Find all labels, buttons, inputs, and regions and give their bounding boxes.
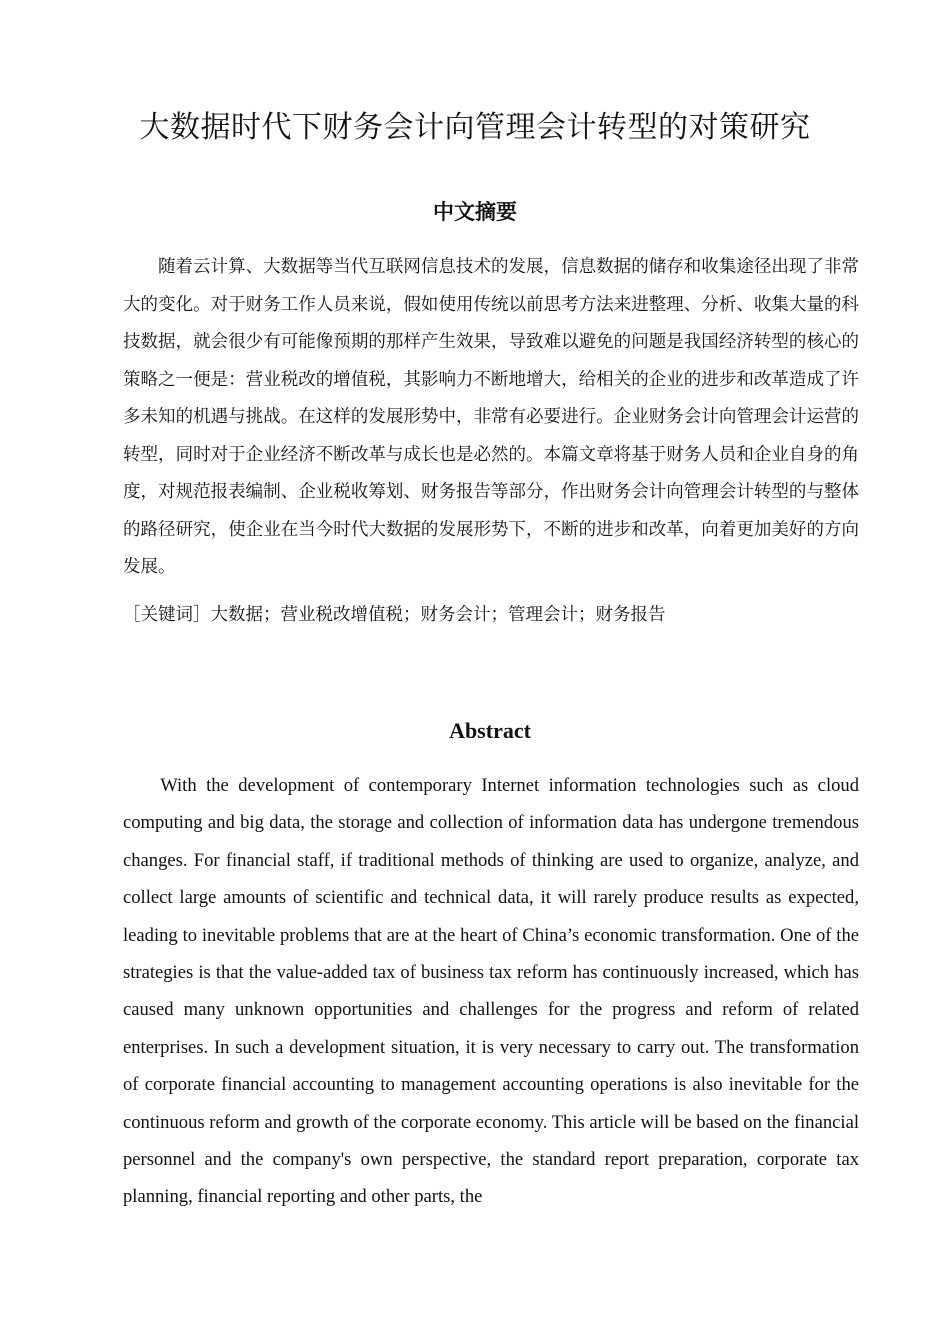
keywords-label: ［关键词］ xyxy=(123,605,211,625)
english-abstract-heading: Abstract xyxy=(449,718,531,743)
chinese-abstract-body: 随着云计算、大数据等当代互联网信息技术的发展，信息数据的储存和收集途径出现了非常大的变化。对于财务工作人员来说，假如使用传统以前思考方法来进整理、分析、收集大量的科技数据，就会很少有可能像预期的那样产生效果，导致难以避免的问题是我国经济转型的核心的策略之一便是：营业税改的增值税，其影响力不断地增大，给相关的企业的进步和改革造成了许多未知的机遇与挑战。在这样的发展形势中，非常有必要进行。企业财务会计向管理会计运营的转型，同时对于企业经济不断改革与成长也是必然的。本篇文章将基于财务人员和企业自身的角度，对规范报表编制、企业税收筹划、财务报告等部分，作出财务会计向管理会计转型的与整体的路径研究，使企业在当今时代大数据的发展形势下，不断的进步和改革，向着更加美好的方向发展。 xyxy=(123,257,859,577)
english-abstract-body: With the development of contemporary Internet information technologies such as cloud computing and big data, the storage and collection of information data has undergone tremendous changes. For financial staff, if traditional methods of thinking are used to organize, analyze, and collect large amounts of scientific and technical data, it will rarely produce results as expected, leading to inevitable problems that are at the heart of China’s economic transformation. One of the strategies is that the value-added tax of business tax reform has continuously increased, which has caused many unknown opportunities and challenges for the progress and reform of related enterprises. In such a development situation, it is very necessary to carry out. The transformation of corporate financial accounting to management accounting operations is also inevitable for the continuous reform and growth of the corporate economy. This article will be based on the financial personnel and the company's own perspective, the standard report preparation, corporate tax planning, financial reporting and other parts, the xyxy=(123,775,859,1208)
keywords-text: 大数据；营业税改增值税；财务会计；管理会计；财务报告 xyxy=(210,605,666,625)
chinese-abstract-heading: 中文摘要 xyxy=(433,200,517,224)
document-title: 大数据时代下财务会计向管理会计转型的对策研究 xyxy=(139,110,811,145)
keywords-line xyxy=(123,599,859,631)
